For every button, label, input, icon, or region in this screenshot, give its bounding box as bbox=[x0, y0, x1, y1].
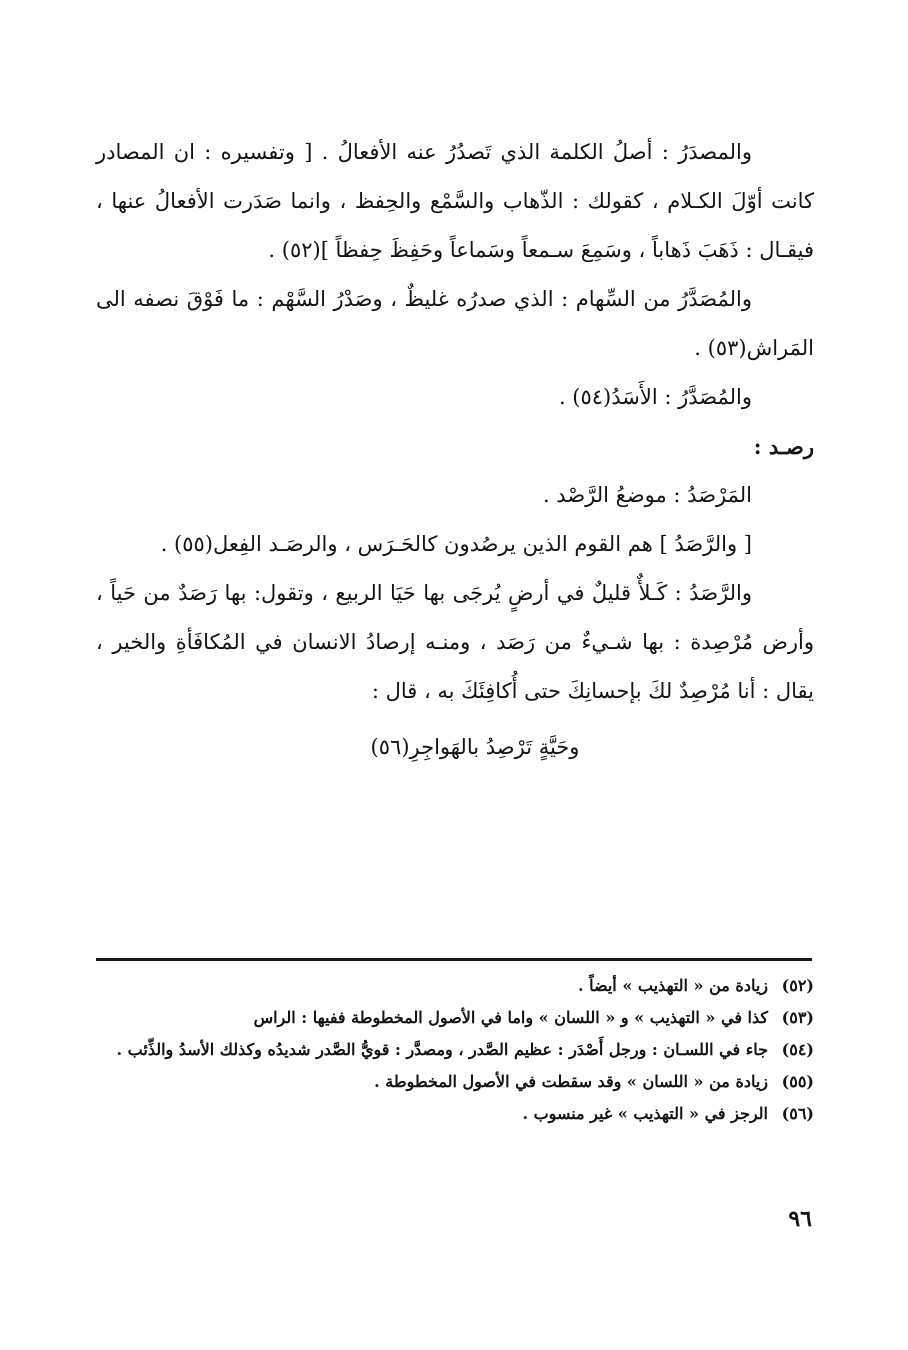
paragraph-rasad-people: [ والرَّصَدُ ] هم القوم الذين يرصُدون كالحَـرَس ، والرصَـد الفِعل(٥٥) . bbox=[160, 532, 752, 556]
paragraph-masdar: والمصدَرُ : أصلُ الكلمة الذي تَصدُرُ عنه الأفعالُ . [ وتفسيره : ان المصادر كانت أوّلَ الكـلام ، كقولك : الذّهاب والسَّمْع والحِفظ ، وانما صَدَرت الأفعالُ عنها ، فيقـال : ذَهَبَ ذَهاباً ، وسَمِعَ سـمعاً وسَماعاً وحَفِظَ حِفظاً ](٥٢) . bbox=[96, 140, 814, 262]
page-number: ٩٦ bbox=[788, 1206, 812, 1232]
footnote-number: (٥٣) bbox=[781, 1008, 814, 1027]
footnote-number: (٥٦) bbox=[781, 1104, 814, 1123]
paragraph-rasad-pasture: والرَّصَدُ : كَـلأٌ قليلٌ في أرضٍ يُرجَى بها حَيَا الربيع ، وتقول: بها رَصَدٌ من حَياً ، وأرض مُرْصِدة : بها شـيءٌ من رَصَد ، ومنـه إرصادُ الانسان في المُكافَأةِ والخير ، يقال : أنا مُرْصِدٌ لكَ بإحسانِكَ حتى أُكافِئَكَ به ، قال : bbox=[96, 581, 814, 703]
footnote-53 bbox=[96, 1002, 814, 1034]
footnote-number: (٥٤) bbox=[781, 1040, 814, 1059]
footnote-number: (٥٥) bbox=[781, 1072, 814, 1091]
footnote-56 bbox=[96, 1098, 814, 1130]
main-text bbox=[96, 128, 814, 778]
footnote-text: كذا في « التهذيب » و « اللسان » واما في الأصول المخطوطة ففيها : الراس bbox=[253, 1008, 768, 1027]
verse-line: وحَيَّةٍ تَرْصِدُ بالهَواجِرِ(٥٦) bbox=[370, 735, 580, 759]
paragraph-marsad: المَرْصَدُ : موضعُ الرَّصْد . bbox=[542, 483, 752, 507]
footnote-text: زيادة من « اللسان » وقد سقطت في الأصول المخطوطة . bbox=[374, 1072, 768, 1091]
footnote-54 bbox=[96, 1034, 814, 1066]
footnote-text: زيادة من « التهذيب » أيضاً . bbox=[577, 976, 768, 995]
paragraph-musaddar-lion: والمُصَدَّرُ : الأَسَدُ(٥٤) . bbox=[558, 385, 752, 409]
footnote-number: (٥٢) bbox=[781, 976, 814, 995]
footnote-text: الرجز في « التهذيب » غير منسوب . bbox=[522, 1104, 768, 1123]
paragraph-musaddar-arrow: والمُصَدَّرُ من السِّهام : الذي صدرُه غليظٌ ، وصَدْرُ السَّهْم : ما فَوْقَ نصفه الى المَراش(٥٣) . bbox=[96, 287, 814, 360]
footnote-55 bbox=[96, 1066, 814, 1098]
entry-heading-rasad: رصـد : bbox=[753, 434, 814, 459]
footnote-52 bbox=[96, 970, 814, 1002]
footnote-divider bbox=[96, 958, 812, 961]
footnotes bbox=[96, 970, 814, 1130]
footnote-text: جاء في اللسـان : ورجل أَصْدَر : عظيم الصَّدر ، ومصدَّر : قويُّ الصَّدر شديدُه وكذلك الأسدُ والذِّئب . bbox=[116, 1040, 768, 1059]
